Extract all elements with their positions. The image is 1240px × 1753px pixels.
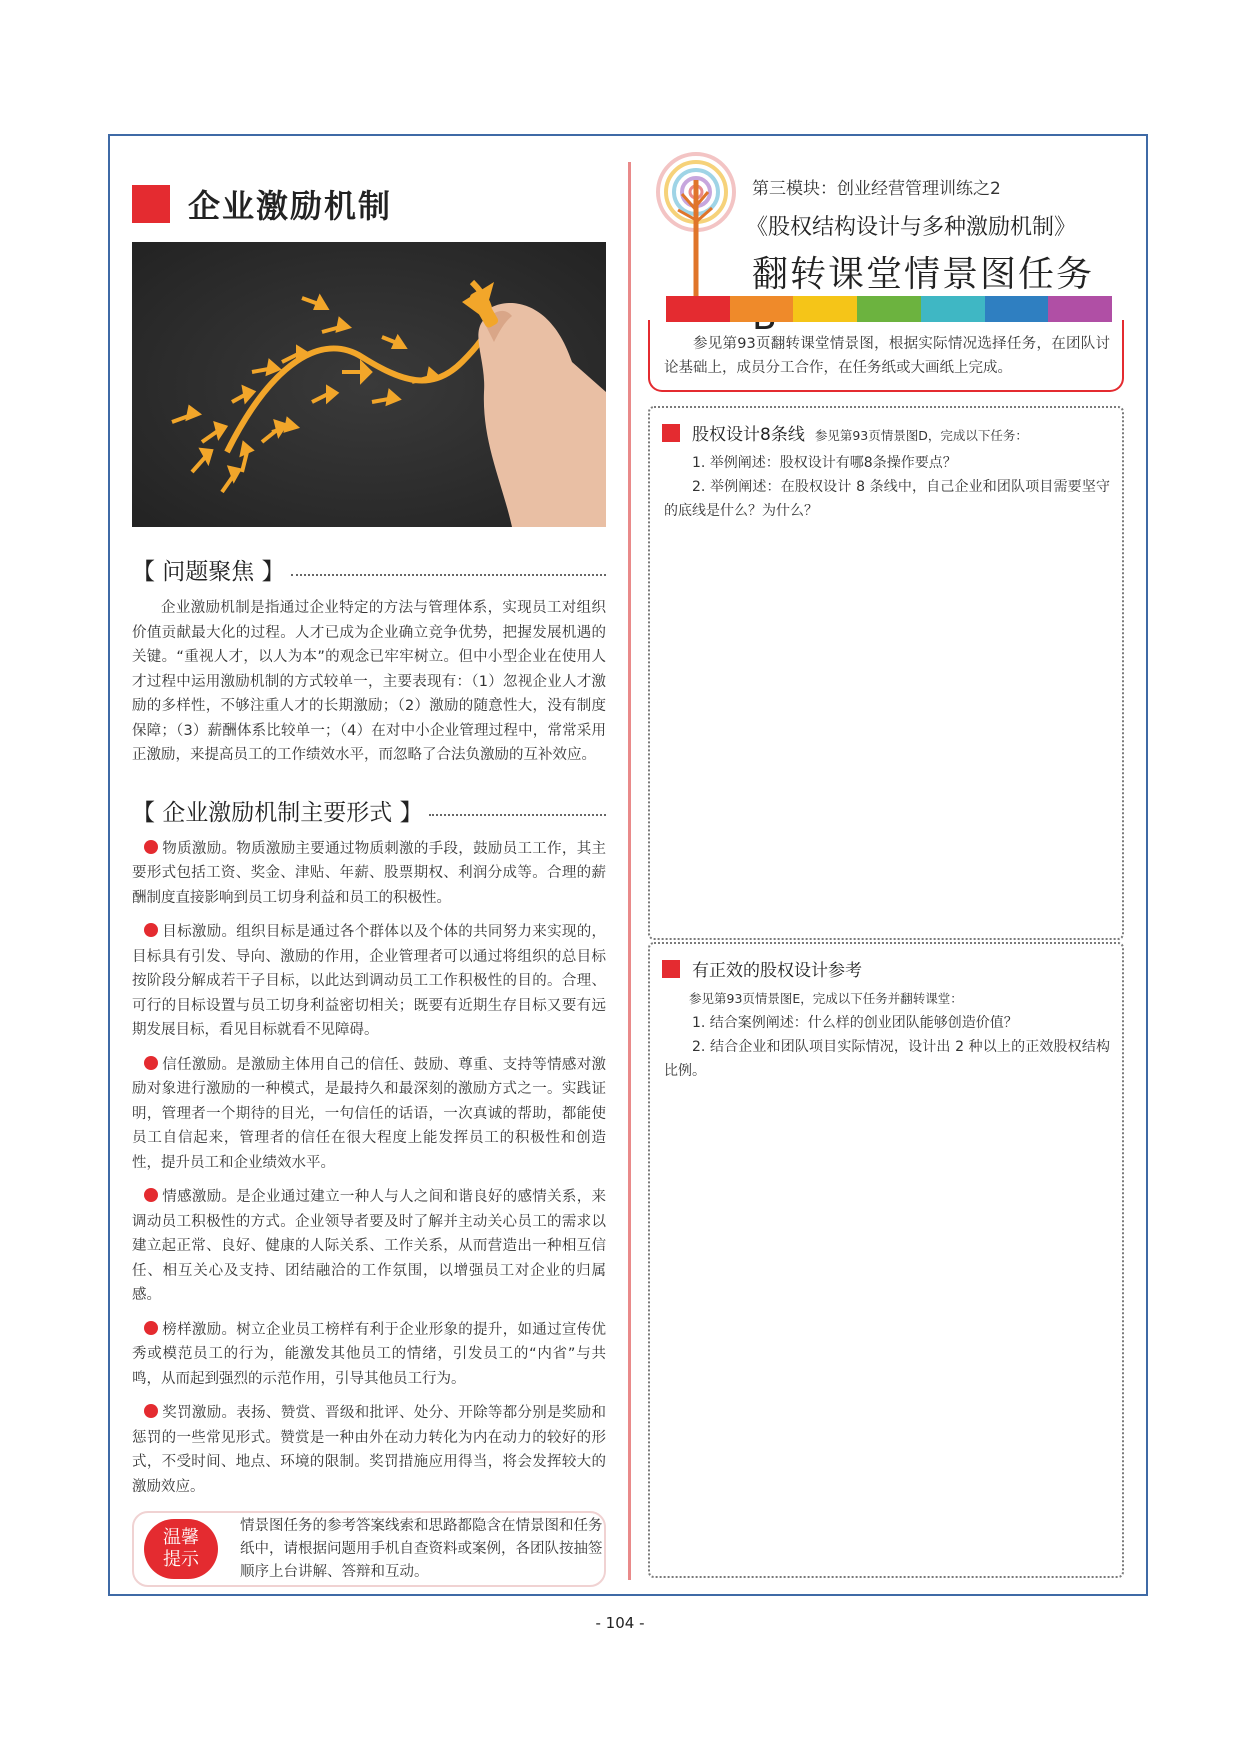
color-swatch bbox=[921, 296, 985, 322]
tip-badge: 温馨 提示 bbox=[144, 1519, 218, 1579]
task-note: 参见第93页情景图E，完成以下任务并翻转课堂： bbox=[689, 991, 963, 1006]
task-box-1 bbox=[648, 406, 1124, 940]
task-header bbox=[662, 956, 1122, 981]
dotted-leader bbox=[291, 564, 606, 576]
color-swatch bbox=[985, 296, 1049, 322]
tip-text: 情景图任务的参考答案线索和思路都隐含在情景图和任务纸中，请根据问题用手机自查资料或案例，各团队按抽签顺序上台讲解、答辩和互动。 bbox=[240, 1517, 603, 1580]
module-label: 第三模块：创业经营管理训练之2 bbox=[752, 179, 1001, 199]
tip-box bbox=[132, 1511, 606, 1587]
task-question: 1. 结合案例阐述：什么样的创业团队能够创造价值？ bbox=[692, 1015, 1018, 1031]
list-item: 情感激励。是企业通过建立一种人与人之间和谐良好的感情关系，来调动员工积极性的方式。企业领导者要及时了解并主动关心员工的需求以建立起正常、良好、健康的人际关系、工作关系，从而营造出一种相互信任、相互关心及支持、团结融洽的工作氛围，以增强员工对企业的归属感。 bbox=[132, 1189, 606, 1303]
page-title: 企业激励机制 bbox=[188, 187, 393, 225]
task-intro: 参见第93页翻转课堂情景图，根据实际情况选择任务，在团队讨论基础上，成员分工合作，在任务纸或大画纸上完成。 bbox=[648, 320, 1124, 392]
title-square-icon bbox=[132, 185, 170, 223]
task-question: 2. 结合企业和团队项目实际情况，设计出 2 种以上的正效股权结构比例。 bbox=[664, 1039, 1110, 1079]
hand-drawing-arrows-photo bbox=[132, 242, 606, 527]
task-note: 参见第93页情景图D，完成以下任务： bbox=[814, 428, 1028, 443]
module-title: 翻转课堂情景图任务 bbox=[752, 254, 1095, 295]
problem-focus-body: 企业激励机制是指通过企业特定的方法与管理体系，实现员工对组织价值贡献最大化的过程。人才已成为企业确立竞争优势，把握发展机遇的关键。“重视人才，以人为本”的观念已牢牢树立。但中小型企业在使用人才过程中运用激励机制的方式较单一，主要表现有：（1）忽视企业人才激励的多样性，不够注重人才的长期激励；（2）激励的随意性大，没有制度保障；（3）薪酬体系比较单一；（4）在对中小企业管理过程中，常常采用正激励，来提高员工的工作绩效水平，而忽略了合法负激励的互补效应。 bbox=[132, 600, 606, 763]
color-swatch bbox=[857, 296, 921, 322]
column-divider bbox=[628, 162, 631, 1580]
red-square-icon bbox=[662, 960, 680, 978]
list-item: 物质激励。物质激励主要通过物质刺激的手段，鼓励员工工作，其主要形式包括工资、奖金、津贴、年薪、股票期权、利润分成等。合理的薪酬制度直接影响到员工切身利益和员工的积极性。 bbox=[132, 840, 606, 906]
left-title-block bbox=[132, 180, 606, 228]
red-dot-icon bbox=[144, 923, 158, 937]
list-item: 榜样激励。树立企业员工榜样有利于企业形象的提升，如通过宣传优秀或模范员工的行为，能激发其他员工的情绪，引发员工的“内省”与共鸣，从而起到强烈的示范作用，引导其他员工行为。 bbox=[132, 1321, 606, 1387]
tree-rings-icon bbox=[648, 150, 748, 310]
left-column bbox=[132, 180, 606, 1587]
red-dot-icon bbox=[144, 1188, 158, 1202]
red-square-icon bbox=[662, 424, 680, 442]
task-title: 有正效的股权设计参考 bbox=[692, 961, 862, 981]
module-subtitle: 《股权结构设计与多种激励机制》 bbox=[746, 215, 1077, 240]
red-dot-icon bbox=[144, 1056, 158, 1070]
red-dot-icon bbox=[144, 1404, 158, 1418]
task-question: 2. 举例阐述：在股权设计 8 条线中，自己企业和团队项目需要坚守的底线是什么？为什么？ bbox=[664, 479, 1110, 519]
task-question: 1. 举例阐述：股权设计有哪8条操作要点？ bbox=[692, 455, 957, 471]
section-problem-focus bbox=[132, 553, 606, 586]
arrows-illustration bbox=[132, 242, 606, 527]
rainbow-color-bar bbox=[666, 296, 1112, 322]
red-dot-icon bbox=[144, 840, 158, 854]
task-header bbox=[662, 420, 1122, 445]
list-item: 奖罚激励。表扬、赞赏、晋级和批评、处分、开除等都分别是奖励和惩罚的一些常见形式。赞赏是一种由外在动力转化为内在动力的较好的形式，不受时间、地点、环境的限制。奖罚措施应用得当，将会发挥较大的激励效应。 bbox=[132, 1405, 606, 1495]
red-dot-icon bbox=[144, 1321, 158, 1335]
task-box-2 bbox=[648, 942, 1124, 1578]
dotted-leader bbox=[429, 804, 606, 816]
color-swatch bbox=[666, 296, 730, 322]
list-item: 信任激励。是激励主体用自己的信任、鼓励、尊重、支持等情感对激励对象进行激励的一种模式，是最持久和最深刻的激励方式之一。实践证明，管理者一个期待的目光，一句信任的话语，一次真诚的帮助，都能使员工自信起来，管理者的信任在很大程度上能发挥员工的积极性和创造性，提升员工和企业绩效水平。 bbox=[132, 1056, 606, 1171]
page-number: - 104 - bbox=[595, 1614, 645, 1632]
list-item: 目标激励。组织目标是通过各个群体以及个体的共同努力来实现的，目标具有引发、导向、激励的作用，企业管理者可以通过将组织的总目标按阶段分解成若干子目标，以此达到调动员工工作积极性的目的。合理、可行的目标设置与员工切身利益密切相关；既要有近期生存目标又要有远期发展目标，看见目标就看不见障碍。 bbox=[132, 924, 606, 1038]
color-swatch bbox=[1048, 296, 1112, 322]
section-heading: 【 企业激励机制主要形式 】 bbox=[132, 799, 423, 826]
section-heading: 【 问题聚焦 】 bbox=[132, 559, 285, 585]
task-title: 股权设计8条线 bbox=[692, 425, 805, 445]
color-swatch bbox=[730, 296, 794, 322]
color-swatch bbox=[793, 296, 857, 322]
section-main-forms bbox=[132, 794, 606, 827]
